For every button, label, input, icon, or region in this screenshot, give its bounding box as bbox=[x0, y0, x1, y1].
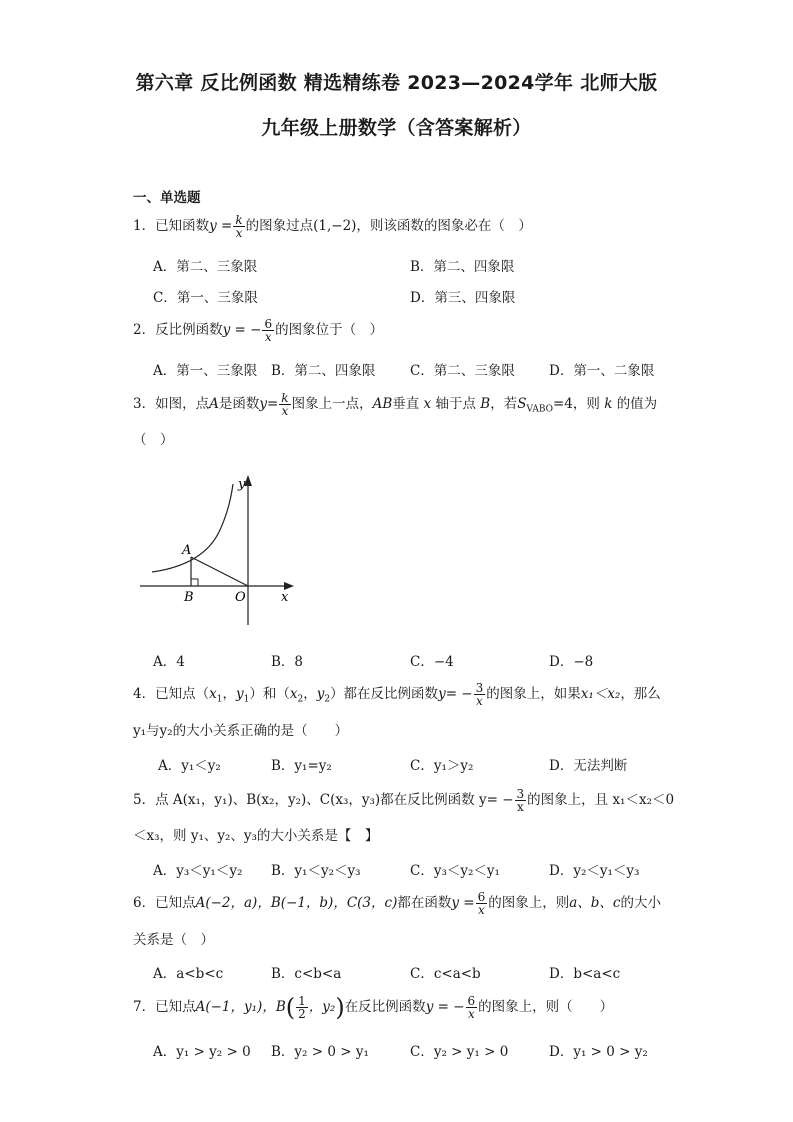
question-3: 3．如图，点A是函数y= $\frac{k}{x}$ 图象上一点，AB垂直 x 轴于点 B，若$S_{VABO}=4$，则 k 的值为 bbox=[133, 391, 658, 418]
q1-text: 1．已知函数 bbox=[133, 218, 210, 234]
x-axis-arrow bbox=[284, 582, 294, 590]
q6-option-d[interactable]: D．b<a<c bbox=[549, 966, 621, 982]
q6-line2: 关系是（ ） bbox=[133, 932, 214, 948]
q6-fraction: $\frac{6}{x}$ bbox=[477, 890, 486, 917]
q5-option-c[interactable]: C．y₃＜y₂＜y₁ bbox=[410, 863, 500, 879]
q1-fraction: $\frac{k}{x}$ bbox=[235, 213, 243, 240]
label-b: B bbox=[184, 590, 194, 605]
q1-option-b[interactable]: B．第二、四象限 bbox=[410, 259, 515, 275]
q2-option-a[interactable]: A．第一、三象限 bbox=[153, 363, 258, 379]
page-title-line2: 九年级上册数学（含答案解析） bbox=[261, 117, 532, 139]
q7-option-b[interactable]: B．y₂ > 0 > y₁ bbox=[271, 1044, 369, 1060]
q4-line2: y₁与y₂的大小关系正确的是（ ） bbox=[133, 723, 349, 739]
q4-fraction: $\frac{3}{x}$ bbox=[475, 681, 484, 708]
q4-option-b[interactable]: B．y₁=y₂ bbox=[271, 758, 332, 774]
q3-figure bbox=[138, 470, 308, 635]
q4-option-d[interactable]: D．无法判断 bbox=[549, 758, 628, 774]
right-angle-mark bbox=[191, 579, 198, 586]
q3-option-c[interactable]: C．−4 bbox=[410, 654, 454, 670]
question-4: 4．已知点（$x_1$，$y_1$）和（$x_2$，$y_2$）都在反比例函数y= − $\frac{3}{x}$ 的图象上，如果x₁＜x₂，那么 bbox=[133, 681, 661, 708]
q4-option-c[interactable]: C．y₁＞y₂ bbox=[410, 758, 474, 774]
q2-option-b[interactable]: B．第二、四象限 bbox=[271, 363, 376, 379]
question-7: 7．已知点A(−1，y₁)，B( $\frac{1}{2}$ ，y₂)在反比例函数y = − $\frac{6}{x}$ 的图象上，则（ ） bbox=[133, 993, 614, 1022]
hyperbola-curve bbox=[152, 484, 233, 572]
q1-text-end: 的图象过点(1,−2)，则该函数的图象必在（ ） bbox=[245, 218, 532, 234]
q1-eq: y = bbox=[209, 218, 233, 234]
q7-option-c[interactable]: C．y₂ > y₁ > 0 bbox=[410, 1044, 509, 1060]
q2-text: 2．反比例函数 bbox=[133, 322, 223, 338]
label-x: x bbox=[281, 590, 289, 605]
question-5: 5．点 A(x₁，y₁)、B(x₂，y₂)、C(x₃，y₃)都在反比例函数 y= − $\frac{3}{x}$ 的图象上，且 x₁＜x₂＜0 bbox=[133, 787, 675, 814]
label-y: y bbox=[238, 477, 246, 492]
label-o: O bbox=[235, 590, 246, 605]
label-a: A bbox=[182, 543, 192, 558]
q5-line2: ＜x₃，则 y₁、y₂、y₃的大小关系是【 】 bbox=[133, 828, 379, 844]
q6-option-c[interactable]: C．c<a<b bbox=[410, 966, 481, 982]
q3-fraction: $\frac{k}{x}$ bbox=[281, 391, 289, 418]
q3-option-a[interactable]: A．4 bbox=[153, 654, 185, 670]
q2-option-d[interactable]: D．第一、二象限 bbox=[549, 363, 655, 379]
q5-fraction: $\frac{3}{x}$ bbox=[516, 787, 525, 814]
q5-option-d[interactable]: D．y₂＜y₁＜y₃ bbox=[549, 863, 640, 879]
q7-fraction: $\frac{6}{x}$ bbox=[467, 994, 476, 1021]
q6-option-a[interactable]: A．a<b<c bbox=[153, 966, 224, 982]
q3-option-b[interactable]: B．8 bbox=[271, 654, 304, 670]
q3-option-d[interactable]: D．−8 bbox=[549, 654, 594, 670]
q2-fraction: $\frac{6}{x}$ bbox=[264, 317, 273, 344]
q6-option-b[interactable]: B．c<b<a bbox=[271, 966, 342, 982]
page-title-line1: 第六章 反比例函数 精选精练卷 2023—2024学年 北师大版 bbox=[135, 72, 658, 94]
q1-option-c[interactable]: C．第一、三象限 bbox=[153, 290, 258, 306]
q7-option-a[interactable]: A．y₁ > y₂ > 0 bbox=[153, 1044, 251, 1060]
q1-option-d[interactable]: D．第三、四象限 bbox=[410, 290, 516, 306]
q7-option-d[interactable]: D．y₁ > 0 > y₂ bbox=[549, 1044, 648, 1060]
q2-option-c[interactable]: C．第二、三象限 bbox=[410, 363, 515, 379]
q3-paren: （ ） bbox=[133, 432, 174, 448]
q2-eq: y = − bbox=[222, 322, 262, 338]
question-1 bbox=[133, 214, 532, 239]
q7-half: $\frac{1}{2}$ bbox=[298, 994, 306, 1021]
q4-option-a[interactable]: A．y₁＜y₂ bbox=[158, 758, 221, 774]
segment-ao bbox=[191, 557, 248, 586]
q2-text-end: 的图象位于（ ） bbox=[275, 322, 384, 338]
q5-option-a[interactable]: A．y₃＜y₁＜y₂ bbox=[153, 863, 243, 879]
q5-option-b[interactable]: B．y₁＜y₂＜y₃ bbox=[271, 863, 361, 879]
question-6: 6．已知点A(−2，a)，B(−1，b)，C(3，c)都在函数y = $\frac{6}{x}$ 的图象上，则a、b、c的大小 bbox=[133, 890, 661, 917]
section-heading: 一、单选题 bbox=[133, 190, 201, 206]
question-2 bbox=[133, 318, 383, 343]
q1-option-a[interactable]: A．第二、三象限 bbox=[153, 259, 258, 275]
